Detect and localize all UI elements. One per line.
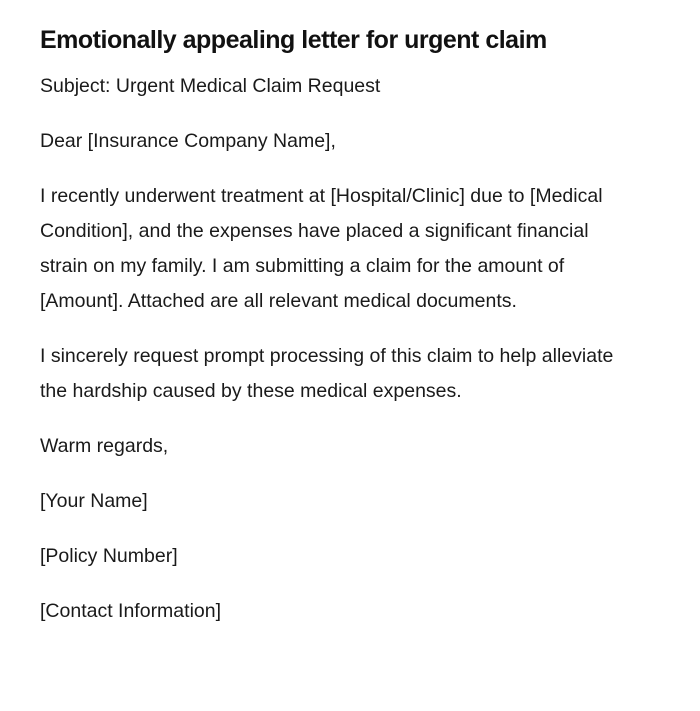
subject-line: Subject: Urgent Medical Claim Request	[40, 75, 381, 97]
policy-number: [Policy Number]	[40, 545, 178, 567]
closing: Warm regards,	[40, 435, 169, 457]
page-title: Emotionally appealing letter for urgent claim	[40, 26, 547, 54]
body-paragraph-2: I sincerely request prompt processing of this claim to help alleviate the hardship caused by these medical expenses.	[40, 345, 614, 402]
greeting: Dear [Insurance Company Name],	[40, 130, 336, 152]
body-paragraph-1: I recently underwent treatment at [Hospital/Clinic] due to [Medical Condition], and the expenses have placed a significant financial strain on my family. I am submitting a claim for the amount of [Amount]. Attached are all relevant medical documents.	[40, 185, 603, 312]
signature-name: [Your Name]	[40, 490, 148, 512]
contact-information: [Contact Information]	[40, 600, 222, 622]
